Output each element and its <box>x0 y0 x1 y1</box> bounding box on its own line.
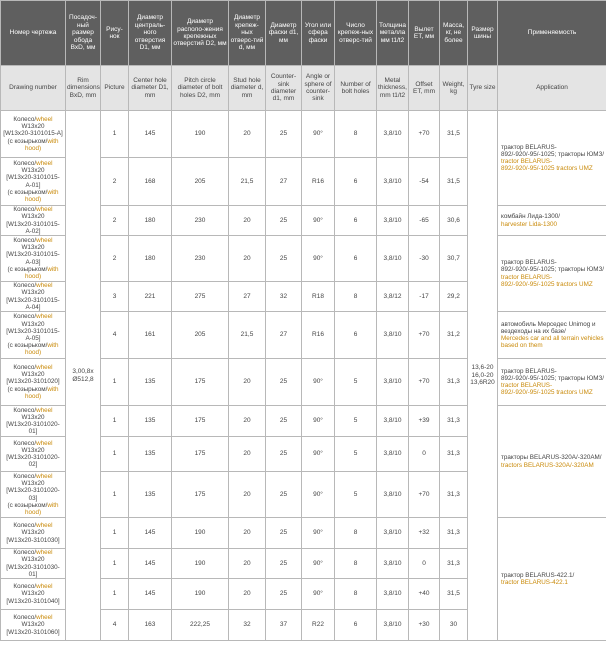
header-en-10: Offset ET, mm <box>409 66 440 111</box>
wheel-ru: Колесо/ <box>13 614 37 622</box>
cell-pic: 1 <box>101 111 129 158</box>
cell-t: 3,8/10 <box>377 472 409 518</box>
cell-ang: R18 <box>302 282 335 312</box>
header-en-8: Number of bolt holes <box>335 66 377 111</box>
wheel-code: [W13x20-3101015-А-05] <box>6 327 60 342</box>
cell-d: 20 <box>229 518 266 549</box>
wheel-en: wheel <box>36 115 53 123</box>
application-en: tractor BELARUS-892/-920/-95/-1025 tractors UMZ <box>501 273 593 288</box>
wheel-ru: Колесо/ <box>13 439 37 447</box>
cell-n: 6 <box>335 610 377 641</box>
cell-t: 3,8/10 <box>377 206 409 236</box>
wheel-size: W13x20 <box>21 213 45 221</box>
wheel-en: wheel <box>36 159 53 167</box>
cell-pic: 2 <box>101 236 129 282</box>
cell-t: 3,8/10 <box>377 579 409 610</box>
cell-d: 20 <box>229 472 266 518</box>
cell-pic: 4 <box>101 312 129 359</box>
wheel-size: W13x20 <box>21 167 45 175</box>
header-en-2: Picture <box>101 66 129 111</box>
wheel-ru: Колесо/ <box>13 236 37 244</box>
cell-cs: 32 <box>266 282 302 312</box>
cell-et: -65 <box>409 206 440 236</box>
wheel-en: wheel <box>36 313 53 321</box>
wheel-size: W13x20 <box>21 556 45 564</box>
cell-ang: 90° <box>302 549 335 579</box>
cell-d1: 135 <box>129 437 172 472</box>
cell-cs: 25 <box>266 111 302 158</box>
wheel-size: W13x20 <box>21 529 45 537</box>
cell-w: 31,2 <box>440 312 468 359</box>
wheel-size: W13x20 <box>21 123 45 131</box>
cell-cs: 25 <box>266 359 302 406</box>
drawing-number <box>1 236 66 282</box>
wheel-en: wheel <box>36 549 53 557</box>
cell-pic: 3 <box>101 282 129 312</box>
wheel-en: wheel <box>36 206 53 214</box>
header-en-1: Rim dimensions BxD, mm <box>66 66 101 111</box>
header-en-0: Drawing number <box>1 66 66 111</box>
cell-t: 3,8/10 <box>377 312 409 359</box>
cell-w: 30 <box>440 610 468 641</box>
cell-n: 8 <box>335 549 377 579</box>
cell-d: 32 <box>229 610 266 641</box>
header-ru-4: Диаметр располо-жения крепежных отверстий D2, мм <box>172 1 229 66</box>
cell-et: 0 <box>409 437 440 472</box>
cell-d2: 230 <box>172 206 229 236</box>
cell-ang: 90° <box>302 518 335 549</box>
cell-pic: 1 <box>101 472 129 518</box>
header-row-ru <box>1 1 606 66</box>
cell-cs: 25 <box>266 236 302 282</box>
cell-d2: 175 <box>172 437 229 472</box>
cell-ang: R16 <box>302 312 335 359</box>
application-ru: комбайн Лида-1300/ <box>501 213 560 221</box>
drawing-number <box>1 472 66 518</box>
drawing-number <box>1 312 66 359</box>
wheel-code: [W13x20-3101060] <box>6 628 60 636</box>
wheel-size: W13x20 <box>21 480 45 488</box>
cell-n: 5 <box>335 406 377 437</box>
cell-pic: 1 <box>101 406 129 437</box>
cell-d1: 180 <box>129 206 172 236</box>
application-ru: трактор BELARUS-422.1/ <box>501 571 575 579</box>
wheel-size: W13x20 <box>21 446 45 454</box>
header-ru-10: Вылет ET, мм <box>409 1 440 66</box>
cell-et: +32 <box>409 518 440 549</box>
wheel-size: W13x20 <box>21 244 45 252</box>
cell-pic: 1 <box>101 359 129 406</box>
cell-cs: 25 <box>266 437 302 472</box>
header-en-12: Tyre size <box>468 66 498 111</box>
header-ru-12: Размер шины <box>468 1 498 66</box>
application <box>498 518 606 641</box>
application-en: harvester Lida-1300 <box>501 220 558 228</box>
cell-d1: 135 <box>129 472 172 518</box>
cell-et: -54 <box>409 158 440 206</box>
cell-d1: 168 <box>129 158 172 206</box>
cell-ang: 90° <box>302 359 335 406</box>
cell-d1: 161 <box>129 312 172 359</box>
cell-n: 6 <box>335 206 377 236</box>
application <box>498 236 606 312</box>
wheel-size: W13x20 <box>21 320 45 328</box>
cell-d2: 205 <box>172 158 229 206</box>
wheel-en: wheel <box>36 522 53 530</box>
wheel-ru: Колесо/ <box>13 549 37 557</box>
cell-ang: 90° <box>302 406 335 437</box>
cell-w: 29,2 <box>440 282 468 312</box>
rim-dimensions: 3,00,8x Ø512,8 <box>66 111 101 641</box>
cell-et: +40 <box>409 579 440 610</box>
application <box>498 312 606 359</box>
cell-et: +30 <box>409 610 440 641</box>
cell-ang: 90° <box>302 206 335 236</box>
cell-t: 3,8/10 <box>377 610 409 641</box>
cell-d2: 190 <box>172 549 229 579</box>
cell-d: 20 <box>229 406 266 437</box>
cell-w: 30,7 <box>440 236 468 282</box>
header-en-11: Weight, kg <box>440 66 468 111</box>
cell-t: 3,8/10 <box>377 236 409 282</box>
cell-et: 0 <box>409 549 440 579</box>
cell-n: 6 <box>335 236 377 282</box>
wheel-code: [W13x20-3101020-02] <box>6 454 60 469</box>
header-row-en <box>1 66 606 111</box>
header-en-13: Application <box>498 66 606 111</box>
cell-d1: 145 <box>129 111 172 158</box>
hood-ru: (с козырьком/ <box>7 265 48 273</box>
cell-pic: 1 <box>101 518 129 549</box>
wheel-en: wheel <box>36 282 53 290</box>
cell-d: 20 <box>229 236 266 282</box>
header-en-9: Metal thickness, mm t1/t2 <box>377 66 409 111</box>
drawing-number <box>1 359 66 406</box>
cell-d: 20 <box>229 579 266 610</box>
cell-et: +70 <box>409 359 440 406</box>
cell-cs: 25 <box>266 472 302 518</box>
application-ru: автомобиль Мерседес Unimog и вездеходы на их базе/ <box>501 320 596 335</box>
wheel-ru: Колесо/ <box>13 472 37 480</box>
cell-d: 21,5 <box>229 312 266 359</box>
cell-t: 3,8/10 <box>377 359 409 406</box>
cell-cs: 27 <box>266 158 302 206</box>
cell-et: -17 <box>409 282 440 312</box>
wheel-code: [W13x20-3101015-А-02] <box>6 220 60 235</box>
cell-cs: 27 <box>266 312 302 359</box>
cell-d1: 145 <box>129 549 172 579</box>
cell-d: 20 <box>229 437 266 472</box>
header-en-6: Counter-sink diameter d1, mm <box>266 66 302 111</box>
cell-d2: 175 <box>172 472 229 518</box>
hood-en: with hood) <box>24 501 59 516</box>
drawing-number <box>1 549 66 579</box>
cell-w: 31,3 <box>440 437 468 472</box>
cell-t: 3,8/12 <box>377 282 409 312</box>
cell-t: 3,8/10 <box>377 158 409 206</box>
tyre-size: 13,6-20 16,0-20 13,6R20 <box>468 111 498 641</box>
wheel-en: wheel <box>36 236 53 244</box>
drawing-number <box>1 158 66 206</box>
cell-d: 20 <box>229 206 266 236</box>
wheel-code: [W13x20-3101040] <box>6 597 60 605</box>
cell-w: 31,5 <box>440 579 468 610</box>
cell-d: 21,5 <box>229 158 266 206</box>
cell-t: 3,8/10 <box>377 111 409 158</box>
drawing-number <box>1 579 66 610</box>
cell-et: +39 <box>409 406 440 437</box>
wheel-ru: Колесо/ <box>13 313 37 321</box>
header-en-7: Angle or sphere of counter-sink <box>302 66 335 111</box>
wheel-size: W13x20 <box>21 413 45 421</box>
drawing-number <box>1 206 66 236</box>
cell-cs: 25 <box>266 518 302 549</box>
cell-d2: 190 <box>172 518 229 549</box>
table-row <box>1 111 606 158</box>
cell-pic: 1 <box>101 549 129 579</box>
wheel-en: wheel <box>36 406 53 414</box>
wheel-code: [W13x20-3101015-А-03] <box>6 251 60 266</box>
application-en: tractor BELARUS-892/-920/-95/-1025 tractors UMZ <box>501 158 593 173</box>
header-ru-8: Число крепеж-ных отверс-тий <box>335 1 377 66</box>
cell-t: 3,8/10 <box>377 549 409 579</box>
header-en-3: Center hole diameter D1, mm <box>129 66 172 111</box>
wheel-code: [W13x20-3101020-01] <box>6 421 60 436</box>
cell-t: 3,8/10 <box>377 518 409 549</box>
wheel-code: [W13x20-3101030] <box>6 536 60 544</box>
cell-n: 8 <box>335 282 377 312</box>
header-en-4: Pitch circle diameter of bolt holes D2, mm <box>172 66 229 111</box>
cell-w: 31,3 <box>440 406 468 437</box>
cell-w: 31,5 <box>440 158 468 206</box>
cell-d2: 205 <box>172 312 229 359</box>
cell-d2: 222,25 <box>172 610 229 641</box>
cell-d: 20 <box>229 549 266 579</box>
hood-ru: (с козырьком/ <box>7 501 48 509</box>
cell-w: 31,5 <box>440 111 468 158</box>
drawing-number <box>1 610 66 641</box>
wheel-ru: Колесо/ <box>13 115 37 123</box>
hood-ru: (с козырьком/ <box>7 385 48 393</box>
cell-w: 31,3 <box>440 549 468 579</box>
wheel-code: [W13x20-3101020-03] <box>6 487 60 502</box>
cell-d1: 221 <box>129 282 172 312</box>
wheel-code: [W13x20-3101015-А-04] <box>6 296 60 311</box>
wheel-code: [W13x20-3101015-А-01] <box>6 174 60 189</box>
header-ru-11: Масса, кг, не более <box>440 1 468 66</box>
wheel-size: W13x20 <box>21 371 45 379</box>
cell-et: +70 <box>409 111 440 158</box>
application-ru: трактор BELARUS-892/-920/-95/-1025; тракторы ЮМЗ/ <box>501 259 605 274</box>
wheel-en: wheel <box>36 583 53 591</box>
cell-ang: 90° <box>302 579 335 610</box>
cell-ang: R22 <box>302 610 335 641</box>
hood-en: with hood) <box>24 265 59 280</box>
cell-d2: 275 <box>172 282 229 312</box>
cell-pic: 2 <box>101 206 129 236</box>
hood-ru: (с козырьком/ <box>7 188 48 196</box>
wheel-ru: Колесо/ <box>13 282 37 290</box>
cell-d: 20 <box>229 359 266 406</box>
application <box>498 359 606 406</box>
header-ru-9: Толщина металла мм t1/t2 <box>377 1 409 66</box>
cell-ang: 90° <box>302 437 335 472</box>
cell-d1: 135 <box>129 359 172 406</box>
wheel-size: W13x20 <box>21 289 45 297</box>
cell-cs: 37 <box>266 610 302 641</box>
wheel-en: wheel <box>36 439 53 447</box>
cell-n: 6 <box>335 312 377 359</box>
cell-ang: 90° <box>302 472 335 518</box>
cell-d2: 175 <box>172 359 229 406</box>
cell-cs: 25 <box>266 579 302 610</box>
wheel-code: [W13x20-3101015-А] <box>3 130 63 138</box>
wheel-en: wheel <box>36 363 53 371</box>
cell-d2: 190 <box>172 579 229 610</box>
cell-et: -30 <box>409 236 440 282</box>
application-en: tractors BELARUS-320А/-320АМ <box>501 461 594 469</box>
cell-ang: 90° <box>302 111 335 158</box>
cell-d1: 145 <box>129 518 172 549</box>
application-ru: тракторы BELARUS-320А/-320АМ/ <box>501 454 602 462</box>
cell-w: 30,6 <box>440 206 468 236</box>
cell-w: 31,3 <box>440 518 468 549</box>
wheel-code: [W13x20-3101030-01] <box>6 563 60 578</box>
cell-d: 20 <box>229 111 266 158</box>
cell-n: 8 <box>335 111 377 158</box>
cell-n: 6 <box>335 158 377 206</box>
drawing-number <box>1 437 66 472</box>
cell-d2: 175 <box>172 406 229 437</box>
wheel-ru: Колесо/ <box>13 406 37 414</box>
hood-en: with hood) <box>24 385 59 400</box>
cell-cs: 25 <box>266 549 302 579</box>
hood-en: with hood) <box>24 188 59 203</box>
header-ru-13: Применяемость <box>498 1 606 66</box>
cell-d1: 145 <box>129 579 172 610</box>
cell-pic: 1 <box>101 579 129 610</box>
cell-d1: 180 <box>129 236 172 282</box>
wheel-en: wheel <box>36 472 53 480</box>
hood-ru: (с козырьком/ <box>7 342 48 350</box>
cell-n: 5 <box>335 472 377 518</box>
hood-en: with hood) <box>24 342 59 357</box>
wheel-size: W13x20 <box>21 590 45 598</box>
hood-ru: (с козырьком/ <box>7 137 48 145</box>
drawing-number <box>1 111 66 158</box>
application-en: tractor BELARUS-422.1 <box>501 579 568 586</box>
cell-d2: 190 <box>172 111 229 158</box>
wheel-ru: Колесо/ <box>13 363 37 371</box>
application-ru: трактор BELARUS-892/-920/-95/-1025; тракторы ЮМЗ/ <box>501 143 605 158</box>
header-ru-3: Диаметр централь-ного отверстия D1, мм <box>129 1 172 66</box>
wheel-ru: Колесо/ <box>13 522 37 530</box>
drawing-number <box>1 518 66 549</box>
cell-d1: 135 <box>129 406 172 437</box>
header-ru-7: Угол или сфера фаски <box>302 1 335 66</box>
cell-cs: 25 <box>266 206 302 236</box>
cell-t: 3,8/10 <box>377 406 409 437</box>
header-en-5: Stud hole diameter d, mm <box>229 66 266 111</box>
wheel-ru: Колесо/ <box>13 583 37 591</box>
application <box>498 111 606 206</box>
drawing-number <box>1 406 66 437</box>
wheel-size: W13x20 <box>21 621 45 629</box>
header-ru-0: Номер чертежа <box>1 1 66 66</box>
wheel-ru: Колесо/ <box>13 206 37 214</box>
cell-d2: 230 <box>172 236 229 282</box>
wheel-code: [W13x20-3101020] <box>6 378 60 386</box>
cell-et: +70 <box>409 312 440 359</box>
header-ru-1: Посадоч-ный размер обода BxD, мм <box>66 1 101 66</box>
cell-d1: 163 <box>129 610 172 641</box>
cell-n: 8 <box>335 518 377 549</box>
cell-d: 27 <box>229 282 266 312</box>
cell-ang: 90° <box>302 236 335 282</box>
header-ru-5: Диаметр крепеж-ных отверс-тий d, мм <box>229 1 266 66</box>
cell-ang: R16 <box>302 158 335 206</box>
hood-en: with hood) <box>24 137 59 152</box>
cell-w: 31,3 <box>440 472 468 518</box>
cell-pic: 2 <box>101 158 129 206</box>
wheel-ru: Колесо/ <box>13 159 37 167</box>
application <box>498 406 606 518</box>
cell-n: 5 <box>335 437 377 472</box>
cell-et: +70 <box>409 472 440 518</box>
cell-pic: 1 <box>101 437 129 472</box>
application-en: Mercedes car and all terrain vehicles based on them <box>501 335 604 350</box>
header-ru-6: Диаметр фаски d1, мм <box>266 1 302 66</box>
cell-cs: 25 <box>266 406 302 437</box>
cell-pic: 4 <box>101 610 129 641</box>
cell-n: 8 <box>335 579 377 610</box>
header-ru-2: Рису-нок <box>101 1 129 66</box>
wheel-en: wheel <box>36 614 53 622</box>
application-ru: трактор BELARUS-892/-920/-95/-1025; тракторы ЮМЗ/ <box>501 367 605 382</box>
drawing-number <box>1 282 66 312</box>
cell-w: 31,3 <box>440 359 468 406</box>
application <box>498 206 606 236</box>
application-en: tractor BELARUS-892/-920/-95/-1025 tractors UMZ <box>501 382 593 397</box>
cell-n: 5 <box>335 359 377 406</box>
cell-t: 3,8/10 <box>377 437 409 472</box>
